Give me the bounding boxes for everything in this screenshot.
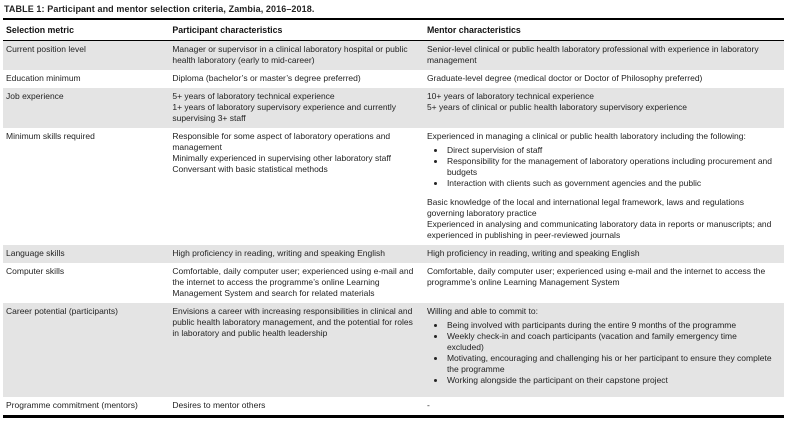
column-header-selection-metric: Selection metric <box>3 20 169 41</box>
participant-cell <box>169 245 424 263</box>
metric-cell: Language skills <box>3 245 169 263</box>
mentor-cell <box>424 128 784 244</box>
cell-paragraph: Willing and able to commit to: <box>426 305 538 316</box>
metric-cell: Career potential (participants) <box>3 303 169 397</box>
bullet-item: • Weekly check-in and coach participants (vacation and family emergency time excluded) <box>446 331 775 353</box>
column-header-participant-characteristics: Participant characteristics <box>169 20 424 41</box>
participant-cell <box>169 303 424 397</box>
table-row <box>3 70 784 88</box>
table-body <box>3 41 784 417</box>
participant-cell <box>169 70 424 88</box>
selection-criteria-table <box>3 20 784 418</box>
metric-cell: Minimum skills required <box>6 131 95 142</box>
cell-paragraph: Basic knowledge of the local and international legal framework, laws and regulations governing laboratory practice <box>426 196 744 218</box>
table-caption-text: Participant and mentor selection criteria, Zambia, 2016–2018. <box>47 4 315 14</box>
metric-cell: Current position level <box>3 41 169 71</box>
participant-cell <box>169 397 424 417</box>
table-caption-label: TABLE 1: <box>4 4 45 14</box>
cell-paragraph: High proficiency in reading, writing and speaking English <box>426 247 640 258</box>
cell-paragraph: Comfortable, daily computer user; experienced using e-mail and the internet to access the programme’s online Learning Management System <box>426 265 766 287</box>
column-header-mentor-characteristics: Mentor characteristics <box>424 20 784 41</box>
cell-paragraph: 1+ years of laboratory supervisory experience and currently supervising 3+ staff <box>172 102 397 124</box>
table-caption <box>3 2 784 20</box>
participant-cell <box>169 263 424 303</box>
cell-paragraph: Senior-level clinical or public health laboratory professional with experience in laboratory management <box>426 44 759 66</box>
cell-paragraph: Envisions a career with increasing responsibilities in clinical and public health laboratory management, and the potential for roles in laboratory and public health leadership <box>172 305 413 338</box>
bullet-item: • Being involved with participants during the entire 9 months of the programme <box>446 320 775 331</box>
table-row <box>3 88 784 128</box>
mentor-cell <box>424 88 784 128</box>
table-row <box>3 263 784 303</box>
cell-paragraph: Comfortable, daily computer user; experienced using e-mail and the internet to access the programme’s online Learning Management System and search for related materials <box>172 265 414 298</box>
participant-cell <box>169 88 424 128</box>
mentor-cell <box>424 245 784 263</box>
mentor-cell <box>424 263 784 303</box>
table-row <box>3 397 784 417</box>
table-row <box>3 128 784 244</box>
bullet-item: • Interaction with clients such as government agencies and the public <box>446 178 775 189</box>
bullet-item: • Responsibility for the management of laboratory operations including procurement and budgets <box>446 156 775 178</box>
cell-paragraph: Experienced in analysing and communicating laboratory data in reports or manuscripts; and experienced in publishing in peer-reviewed journals <box>426 218 772 240</box>
cell-paragraph: 10+ years of laboratory technical experience <box>426 91 594 102</box>
cell-paragraph: Graduate-level degree (medical doctor or Doctor of Philosophy preferred) <box>426 73 703 84</box>
cell-paragraph: 5+ years of laboratory technical experience <box>172 91 335 102</box>
cell-paragraph: Experienced in managing a clinical or public health laboratory including the following: <box>426 131 746 142</box>
cell-paragraph: 5+ years of clinical or public health laboratory supervisory experience <box>426 102 688 113</box>
metric-cell: Programme commitment (mentors) <box>6 400 138 411</box>
bullet-list <box>427 145 775 189</box>
cell-paragraph: - <box>426 400 430 411</box>
bullet-item: • Motivating, encouraging and challenging his or her participant to ensure they complete the programme <box>446 353 775 375</box>
mentor-cell <box>424 70 784 88</box>
table-row <box>3 245 784 263</box>
metric-cell: Education minimum <box>6 73 81 84</box>
bullet-item: • Direct supervision of staff <box>446 145 775 156</box>
table-row <box>3 303 784 397</box>
cell-paragraph: High proficiency in reading, writing and speaking English <box>172 247 385 258</box>
cell-paragraph: Desires to mentor others <box>172 400 266 411</box>
participant-cell <box>169 41 424 71</box>
mentor-cell <box>424 303 784 397</box>
mentor-cell <box>424 41 784 71</box>
bullet-list <box>427 320 775 386</box>
cell-paragraph: Diploma (bachelor’s or master’s degree preferred) <box>172 73 361 84</box>
cell-paragraph: Minimally experienced in supervising other laboratory staff <box>172 153 391 164</box>
cell-paragraph: Conversant with basic statistical methods <box>172 164 328 175</box>
table-header <box>3 20 784 41</box>
bullet-item: • Working alongside the participant on their capstone project <box>446 375 775 386</box>
mentor-cell <box>424 397 784 417</box>
metric-cell: Computer skills <box>6 265 65 276</box>
table-row <box>3 41 784 71</box>
cell-paragraph: Responsible for some aspect of laboratory operations and management <box>172 131 391 153</box>
participant-cell <box>169 128 424 244</box>
metric-cell: Job experience <box>3 88 169 128</box>
cell-paragraph: Manager or supervisor in a clinical laboratory hospital or public health laboratory (early to mid-career) <box>172 44 408 66</box>
